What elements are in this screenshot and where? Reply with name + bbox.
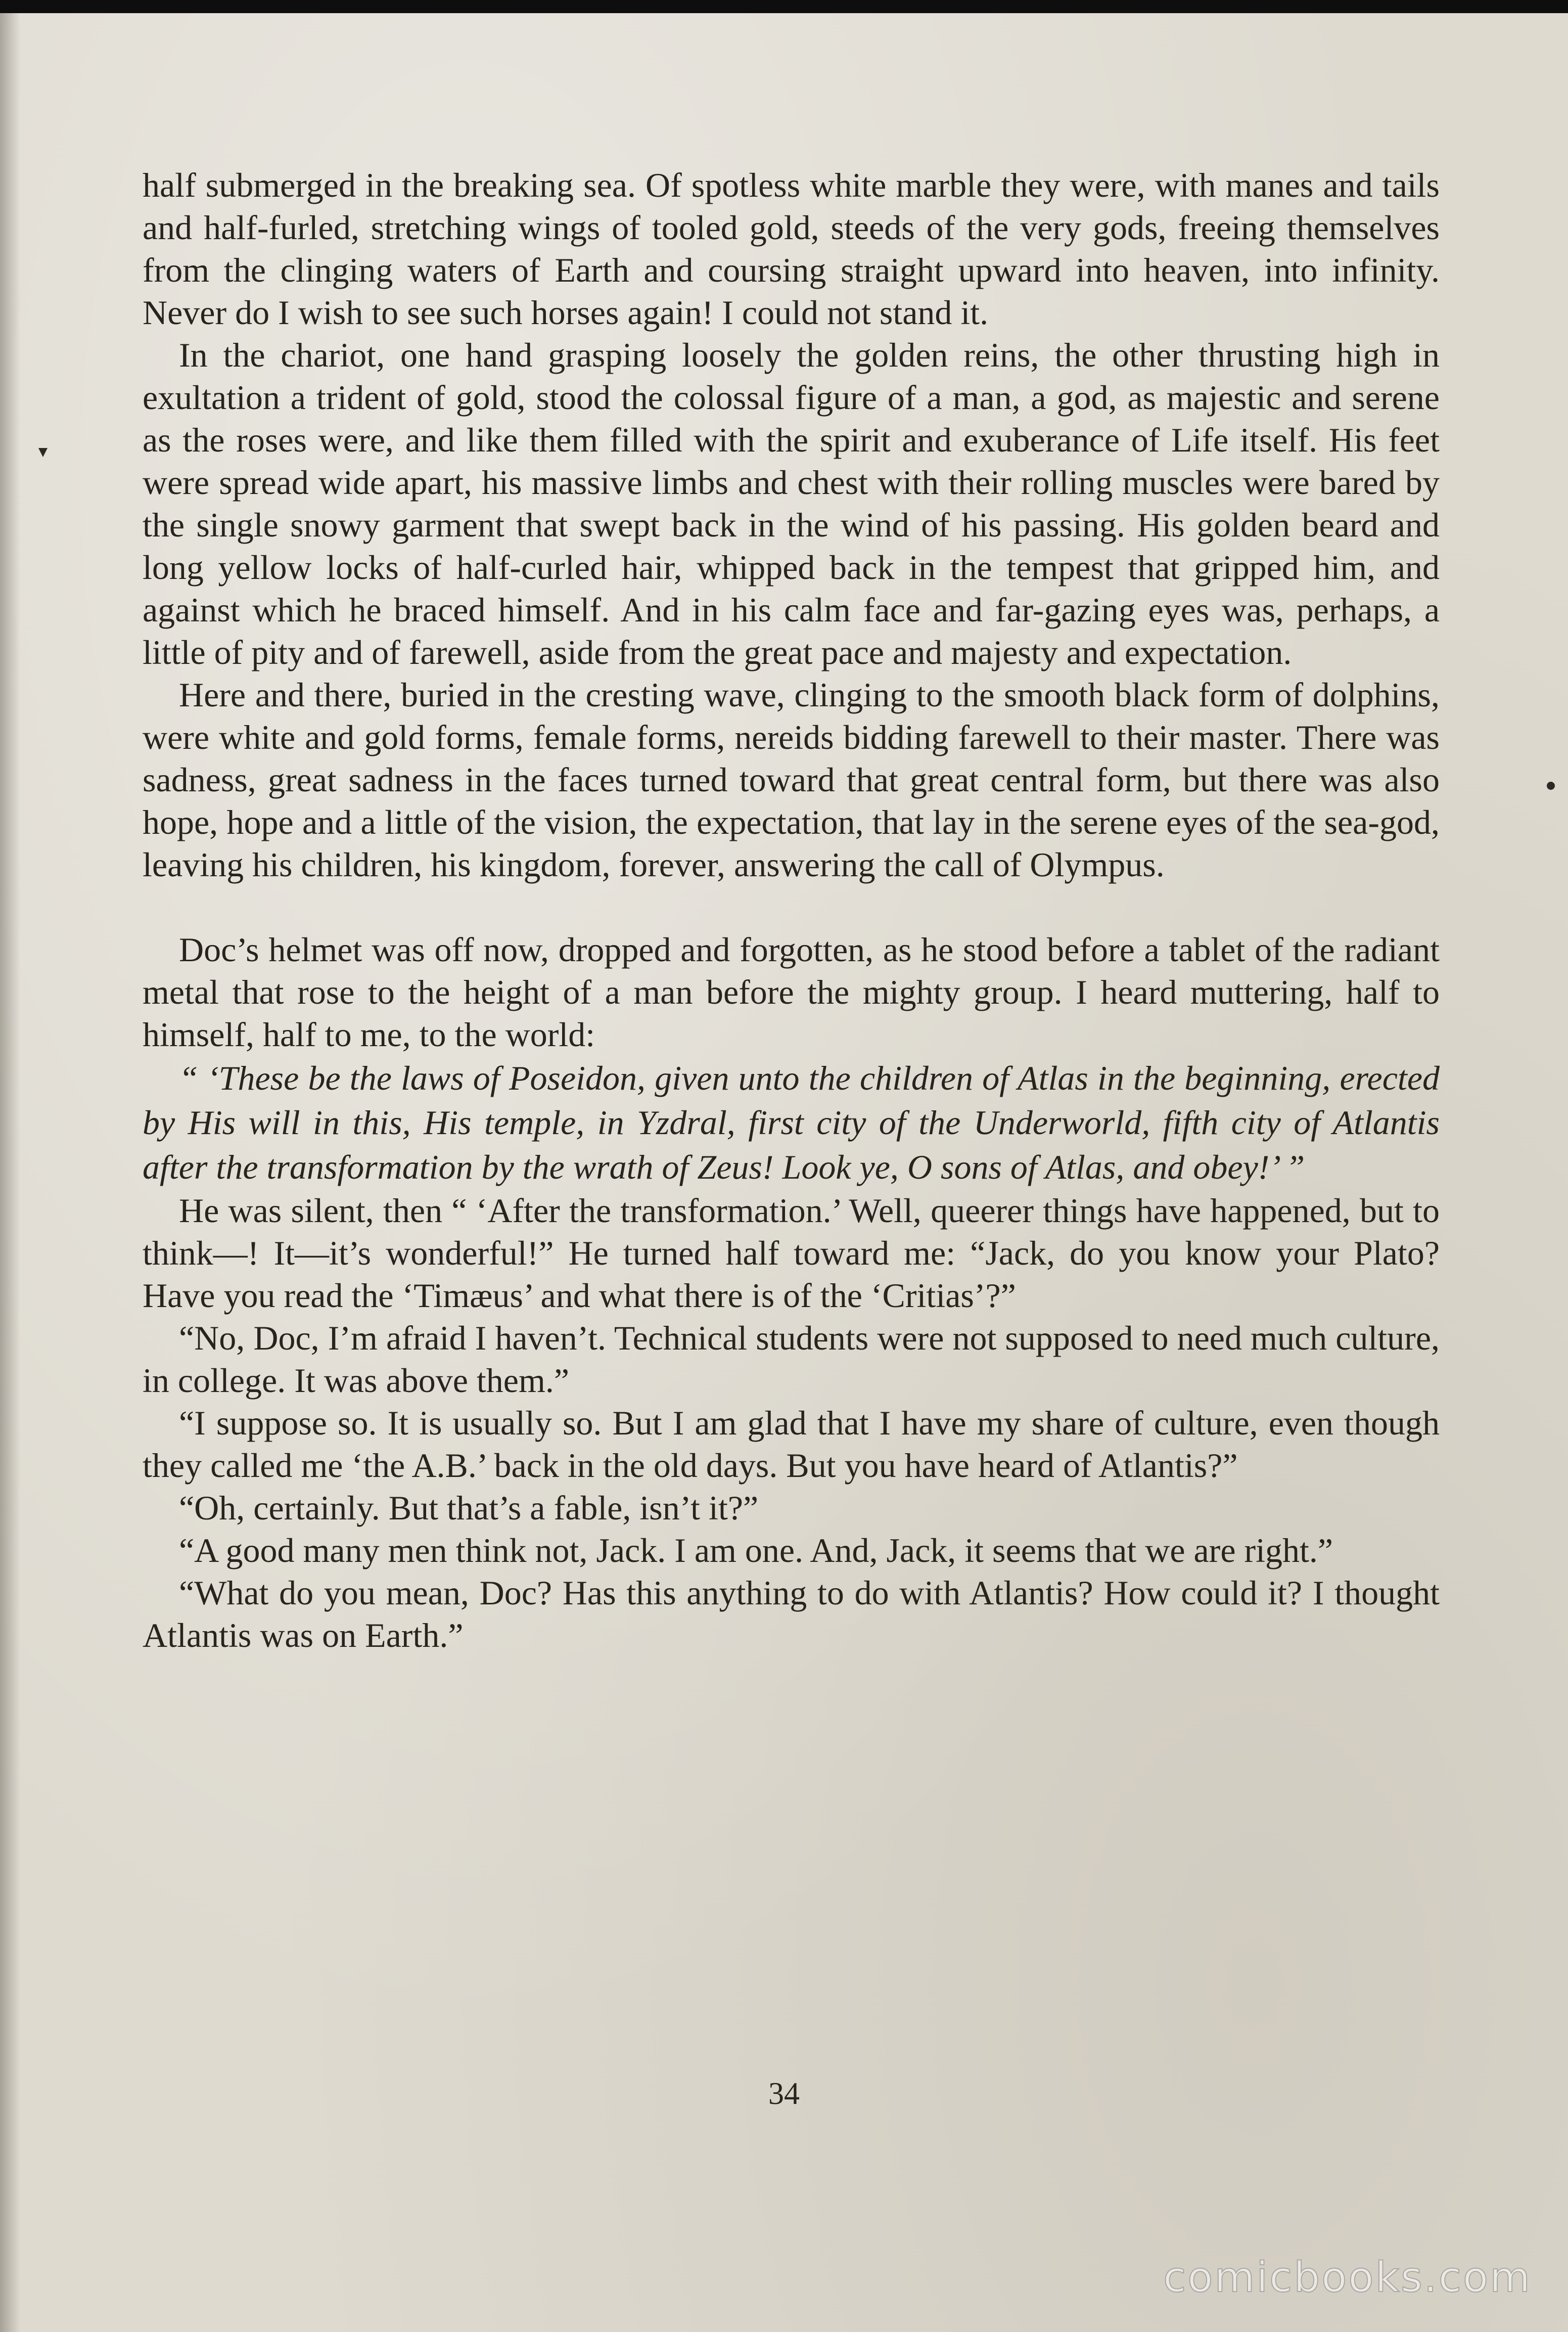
page-number: 34: [768, 2077, 800, 2111]
paragraph-3: Here and there, buried in the cresting wave, clinging to the smooth black form of dolphins, were white and gold forms, female forms, nereids bidding farewell to their master. There was sadness, great sadness in the faces turned toward that great central form, but there was also hope, hope and a little of the vision, the expectation, that lay in the serene eyes of the sea-god, leaving his children, his kingdom, forever, answering the call of Olympus.: [143, 676, 1440, 884]
watermark-logo: comicbooks.com: [1163, 2254, 1532, 2302]
inscription-quote: “ ‘These be the laws of Poseidon, given unto the children of Atlas in the beginning, erected by His will in this, His temple, in Yzdral, first city of the Underworld, fifth city of Atlantis after the transformation by the wrath of Zeus! Look ye, O sons of Atlas, and obey!’ ”: [143, 1059, 1440, 1186]
margin-mark-right: [1547, 782, 1555, 790]
page-body-text: [143, 164, 1440, 1656]
section-break: [143, 886, 1440, 928]
paragraph-11: “What do you mean, Doc? Has this anything to do with Atlantis? How could it? I thought Atlantis was on Earth.”: [143, 1574, 1440, 1654]
paragraph-1: half submerged in the breaking sea. Of spotless white marble they were, with manes and tails and half-furled, stretching wings of tooled gold, steeds of the very gods, freeing themselves from the clinging waters of Earth and coursing straight upward into heaven, into infinity. Never do I wish to see such horses again! I could not stand it.: [143, 166, 1440, 332]
paragraph-8: “I suppose so. It is usually so. But I am glad that I have my share of culture, even though they called me ‘the A.B.’ back in the old days. But you have heard of Atlantis?”: [143, 1404, 1440, 1485]
paragraph-9: “Oh, certainly. But that’s a fable, isn’t it?”: [179, 1489, 759, 1527]
margin-mark-left: [38, 448, 48, 457]
paragraph-2: In the chariot, one hand grasping loosely the golden reins, the other thrusting high in exultation a trident of gold, stood the colossal figure of a man, a god, as majestic and serene as the roses were, and like them filled with the spirit and exuberance of Life itself. His feet were spread wide apart, his massive limbs and chest with their rolling muscles were bared by the single snowy garment that swept back in the wind of his passing. His golden beard and long yellow locks of half-curled hair, whipped back in the tempest that gripped him, and against which he braced himself. And in his calm face and far-gazing eyes was, perhaps, a little of pity and of farewell, aside from the great pace and majesty and expectation.: [143, 336, 1440, 671]
paragraph-10: “A good many men think not, Jack. I am one. And, Jack, it seems that we are right.”: [179, 1531, 1333, 1569]
paragraph-4: Doc’s helmet was off now, dropped and forgotten, as he stood before a tablet of the radiant metal that rose to the height of a man before the mighty group. I heard muttering, half to himself, half to me, to the world:: [143, 930, 1440, 1054]
book-page: [0, 13, 1568, 2332]
paragraph-6: He was silent, then “ ‘After the transformation.’ Well, queerer things have happened, but to think—! It—it’s wonderful!” He turned half toward me: “Jack, do you know your Plato? Have you read the ‘Timæus’ and what there is of the ‘Critias’?”: [143, 1191, 1440, 1315]
paragraph-7: “No, Doc, I’m afraid I haven’t. Technical students were not supposed to need much culture, in college. It was above them.”: [143, 1319, 1440, 1400]
